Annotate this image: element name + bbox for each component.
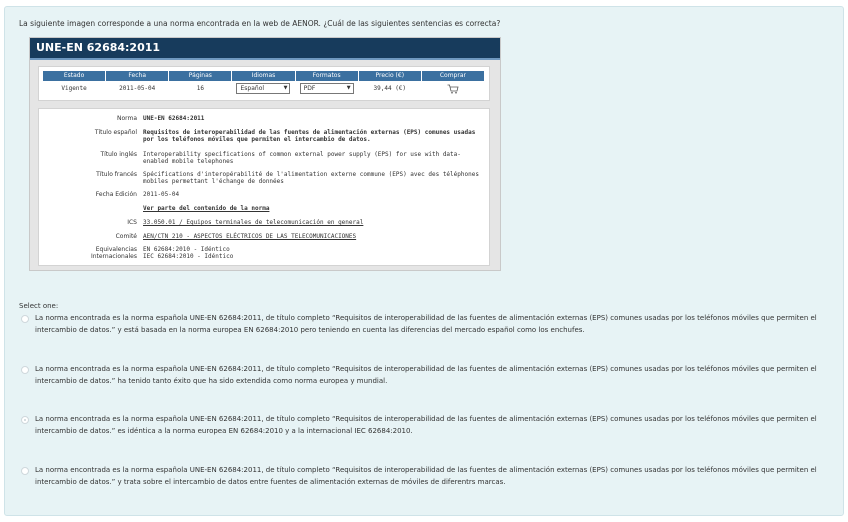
label-titulo-en: Título inglés xyxy=(100,151,137,158)
label-norma: Norma xyxy=(116,115,137,122)
answer-radio-b[interactable] xyxy=(21,366,29,374)
norm-title: UNE-EN 62684:2011 xyxy=(30,38,500,58)
label-equivalencias: Equivalencias xyxy=(95,246,137,253)
norm-details xyxy=(38,108,490,266)
comite-link[interactable]: AEN/CTN 210 - ASPECTOS ELÉCTRICOS DE LAS TELECOMUNICACIONES xyxy=(143,233,357,240)
answer-option-c[interactable] xyxy=(19,413,829,437)
language-select-value: Español xyxy=(240,85,265,92)
meta-header-fecha: Fecha xyxy=(106,71,168,81)
value-norma: UNE-EN 62684:2011 xyxy=(143,115,205,122)
meta-estado: Vigente xyxy=(61,85,87,92)
answer-option-d[interactable] xyxy=(19,464,829,488)
dropdown-arrow-icon: ▼ xyxy=(346,85,351,91)
shopping-cart-icon xyxy=(447,84,459,94)
language-select xyxy=(236,83,290,94)
label-internacionales: Internacionales xyxy=(90,253,137,260)
answer-option-a[interactable] xyxy=(19,312,829,336)
value-titulo-en: Interoperability specifications of common external power supply (EPS) for use with data-enabled mobile telephones xyxy=(143,151,461,165)
meta-header-comprar: Comprar xyxy=(422,71,484,81)
question-panel xyxy=(4,6,844,516)
meta-comprar-cell xyxy=(422,83,484,95)
dropdown-arrow-icon: ▼ xyxy=(283,85,288,91)
answer-text-c: La norma encontrada es la norma española UNE-EN 62684:2011, de título completo “Requisitos de interoperabilidad de las fuentes de alimentación externas (EPS) comunes usadas por los teléfonos móviles que permiten el intercambio de datos.” es idéntica a la norma europea EN 62684:2010 y a la internacional IEC 62684:2010. xyxy=(35,415,817,435)
format-select xyxy=(300,83,354,94)
meta-precio: 39,44 (€) xyxy=(373,85,407,92)
question-text: La siguiente imagen corresponde a una norma encontrada en la web de AENOR. ¿Cuál de las siguientes sentencias es correcta? xyxy=(19,19,501,28)
value-equivalencia-iec: IEC 62684:2010 - Idéntico xyxy=(143,253,234,260)
ver-parte-link[interactable]: Ver parte del contenido de la norma xyxy=(143,205,270,212)
label-titulo-es: Título español xyxy=(94,129,137,136)
answer-radio-d[interactable] xyxy=(21,467,29,475)
meta-header-estado: Estado xyxy=(43,71,105,81)
value-titulo-fr: Spécifications d'interopérabilité de l'alimentation externe commune (EPS) avec des téléphones mobiles permettant l'échange de données xyxy=(143,171,479,185)
format-select-value: PDF xyxy=(303,85,316,92)
meta-idioma-cell xyxy=(232,83,294,95)
value-fecha-edicion: 2011-05-04 xyxy=(143,191,180,198)
meta-header-idiomas: Idiomas xyxy=(232,71,294,81)
meta-paginas: 16 xyxy=(196,85,204,92)
label-fecha-edicion: Fecha Edición xyxy=(95,191,137,198)
meta-header-precio: Precio (€) xyxy=(359,71,421,81)
meta-header-paginas: Páginas xyxy=(169,71,231,81)
norm-screenshot xyxy=(29,37,501,271)
meta-formato-cell xyxy=(296,83,358,95)
label-titulo-fr: Título francés xyxy=(96,171,137,178)
answer-radio-c[interactable] xyxy=(21,416,29,424)
answer-option-b[interactable] xyxy=(19,363,829,387)
label-ics: ICS xyxy=(127,219,137,226)
value-equivalencia-en: EN 62684:2010 - Idéntico xyxy=(143,246,230,253)
answer-text-b: La norma encontrada es la norma española UNE-EN 62684:2011, de título completo “Requisitos de interoperabilidad de las fuentes de alimentación externas (EPS) comunes usadas por los teléfonos móviles que permiten el intercambio de datos.” ha tenido tanto éxito que ha sido extendida como norma europea y mundial. xyxy=(35,365,817,385)
answer-radio-a[interactable] xyxy=(21,315,29,323)
meta-header-formatos: Formatos xyxy=(296,71,358,81)
meta-fecha: 2011-05-04 xyxy=(119,85,156,92)
answer-text-a: La norma encontrada es la norma española UNE-EN 62684:2011, de título completo “Requisitos de interoperabilidad de las fuentes de alimentación externas (EPS) comunes usadas por los teléfonos móviles que permiten el intercambio de datos.” y está basada en la norma europea EN 62684:2010 pero teniendo en cuenta las diferencias del mercado español como los enchufes. xyxy=(35,314,817,334)
value-titulo-es: Requisitos de interoperabilidad de las fuentes de alimentación externas (EPS) comunes usadas por los teléfonos móviles que permiten el intercambio de datos. xyxy=(143,129,476,143)
ics-link[interactable]: 33.050.01 / Equipos terminales de telecomunicación en general xyxy=(143,219,364,226)
norm-meta-table xyxy=(38,66,490,101)
answer-text-d: La norma encontrada es la norma española UNE-EN 62684:2011, de título completo “Requisitos de interoperabilidad de las fuentes de alimentación externas (EPS) comunes usadas por los teléfonos móviles que permiten el intercambio de datos.” y trata sobre el intercambio de datos entre fuentes de alimentación externas de móviles de diferentrs marcas. xyxy=(35,466,817,486)
label-comite: Comité xyxy=(115,233,137,240)
select-one-label: Select one: xyxy=(19,302,59,310)
